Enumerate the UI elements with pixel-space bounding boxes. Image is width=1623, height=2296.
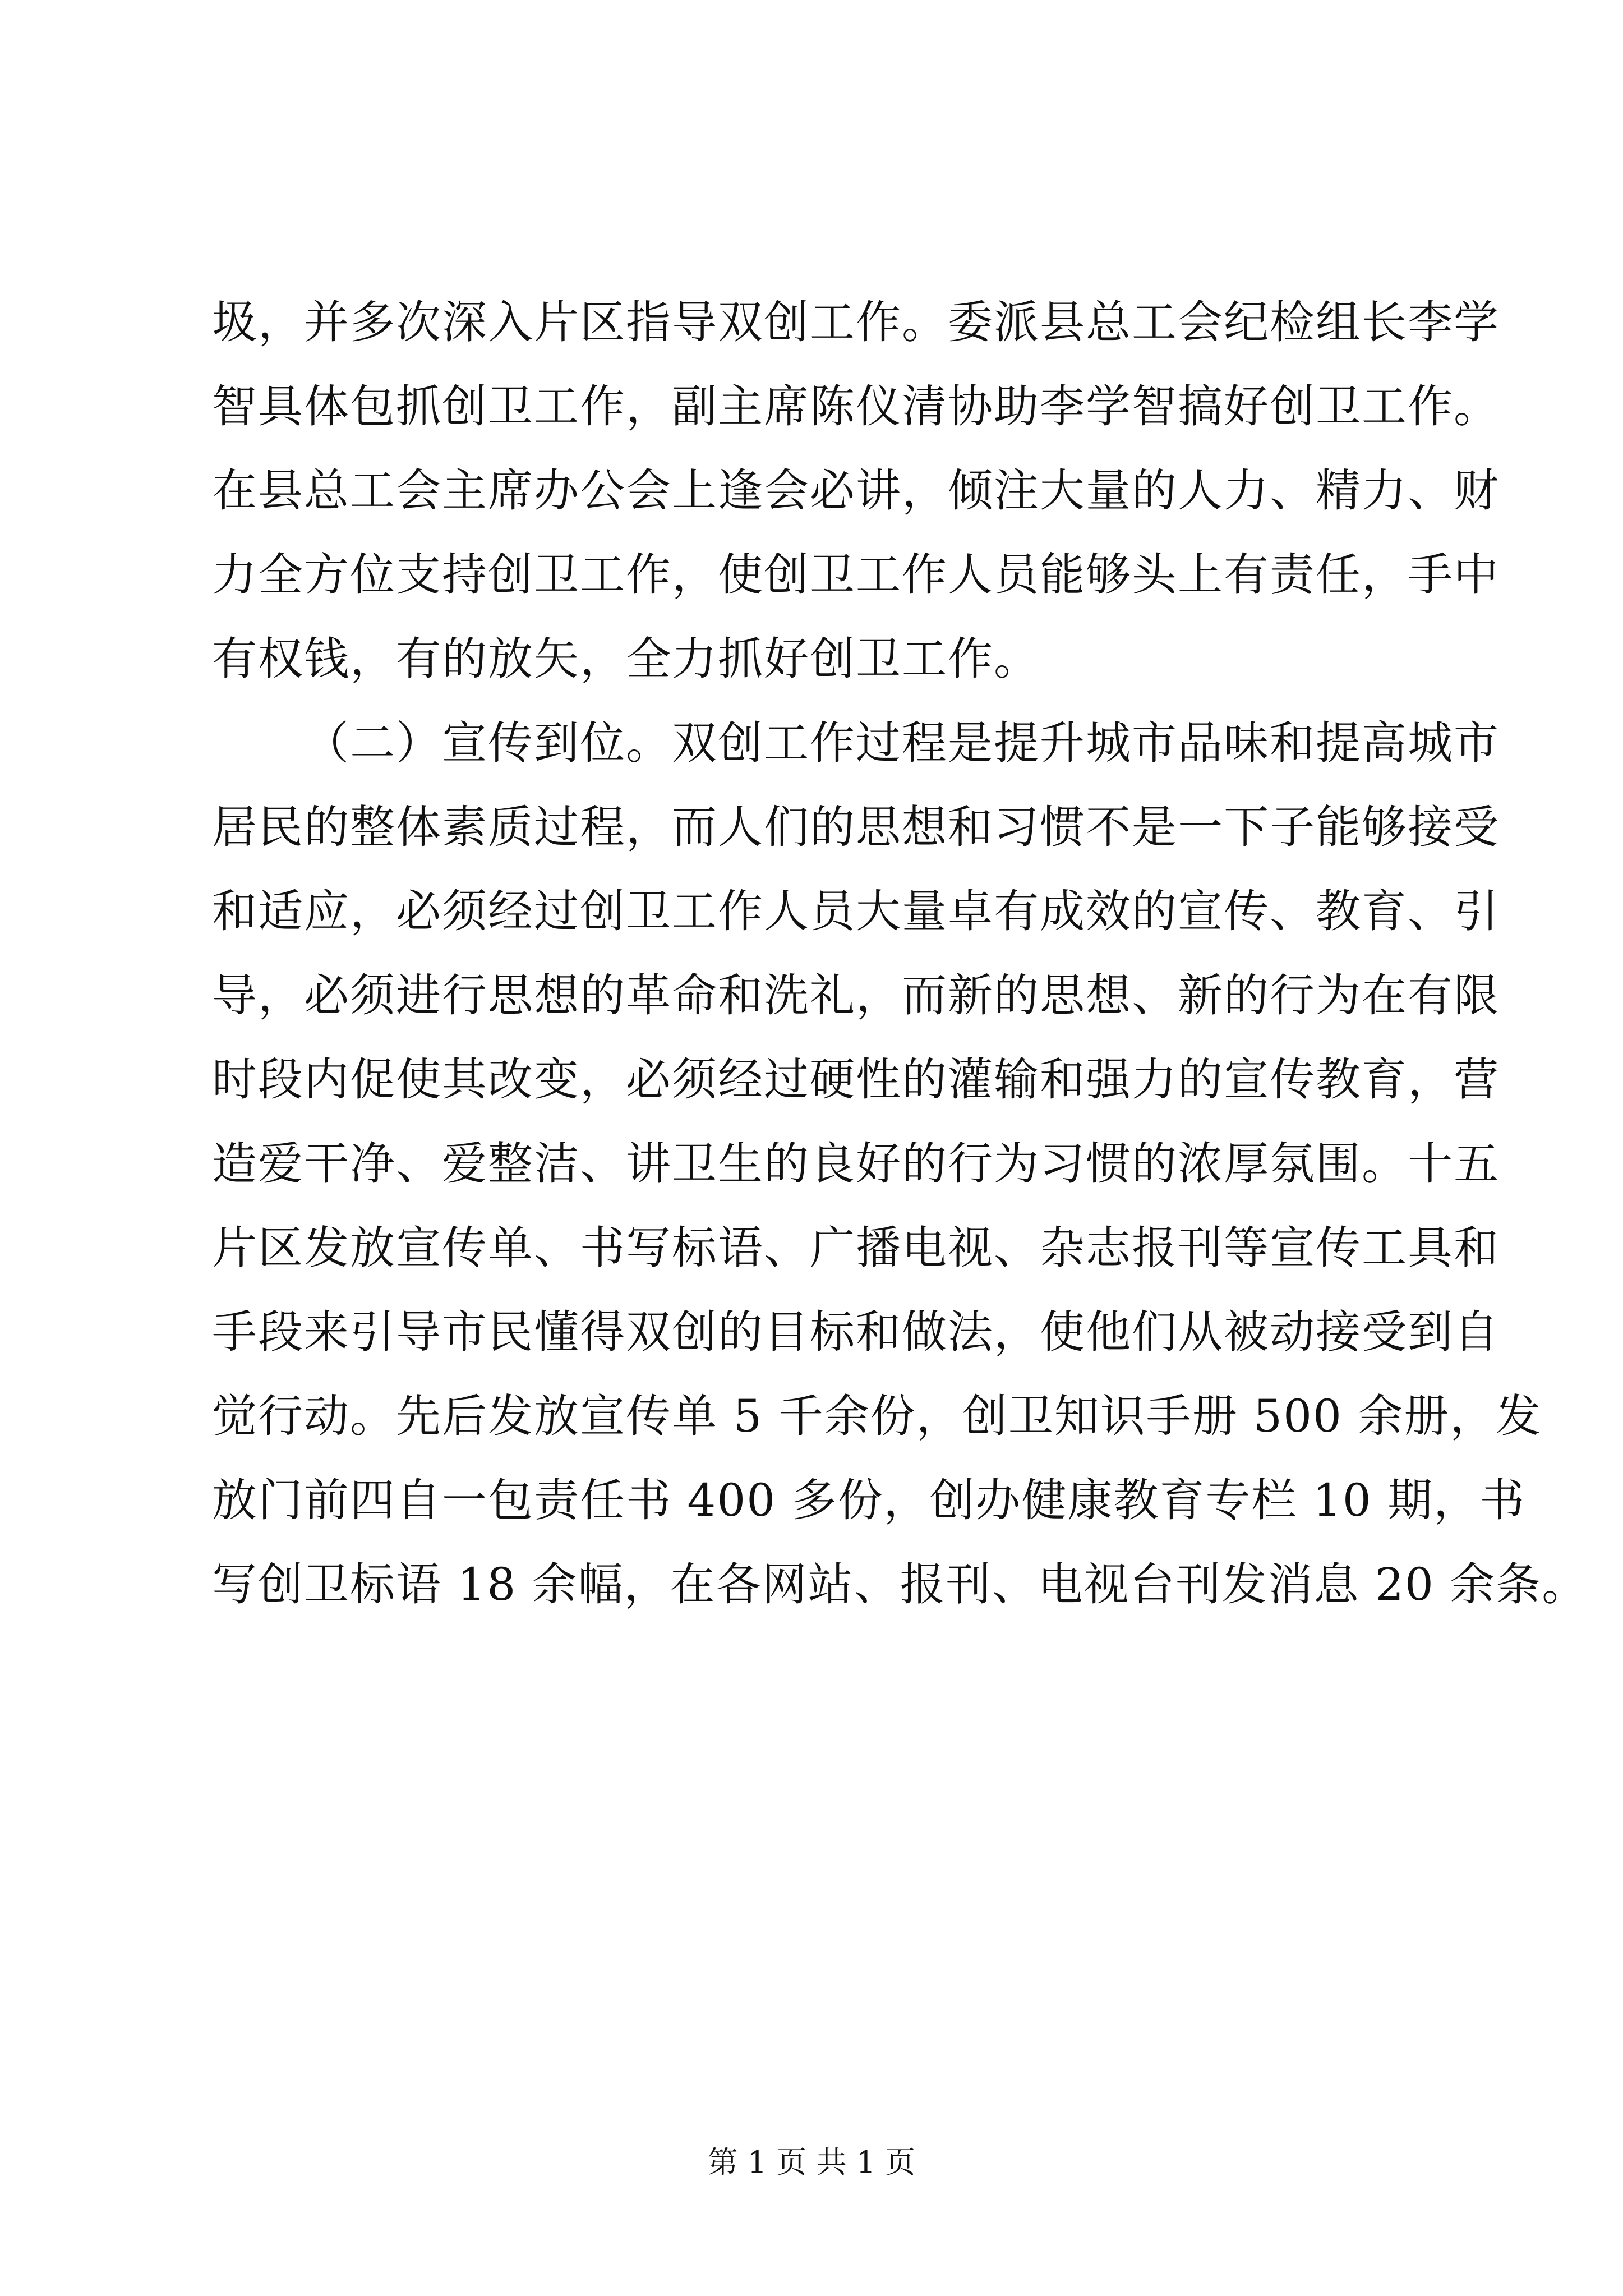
page-footer: 第 1 页 共 1 页	[707, 2145, 916, 2180]
text-line: 力全方位支持创卫工作，使创卫工作人员能够头上有责任，手中	[212, 549, 1500, 601]
text-line: 和适应，必须经过创卫工作人员大量卓有成效的宣传、教育、引	[212, 885, 1500, 937]
text-line: 写创卫标语 18 余幅，在各网站、报刊、电视台刊发消息 20 余条。	[212, 1558, 1588, 1611]
text-line: 造爱干净、爱整洁、讲卫生的良好的行为习惯的浓厚氛围。十五	[212, 1138, 1500, 1190]
text-line: 片区发放宣传单、书写标语、广播电视、杂志报刊等宣传工具和	[212, 1222, 1500, 1274]
text-line: 在县总工会主席办公会上逢会必讲，倾注大量的人力、精力、财	[212, 464, 1500, 517]
text-line: 智具体包抓创卫工作，副主席陈仪清协助李学智搞好创卫工作。	[212, 380, 1500, 432]
text-line: 导，必须进行思想的革命和洗礼，而新的思想、新的行为在有限	[212, 969, 1500, 1022]
text-line: 圾，并多次深入片区指导双创工作。委派县总工会纪检组长李学	[212, 296, 1500, 348]
text-line: 时段内促使其改变，必须经过硬性的灌输和强力的宣传教育，营	[212, 1053, 1500, 1106]
text-line: 居民的整体素质过程，而人们的思想和习惯不是一下子能够接受	[212, 801, 1500, 853]
text-line: 放门前四自一包责任书 400 多份，创办健康教育专栏 10 期，书	[212, 1474, 1526, 1526]
text-line: 觉行动。先后发放宣传单 5 千余份，创卫知识手册 500 余册，发	[212, 1390, 1542, 1442]
text-line: 有权钱，有的放矢，全力抓好创卫工作。	[212, 633, 1040, 685]
paragraph-heading-line: （二）宣传到位。双创工作过程是提升城市品味和提高城市	[304, 717, 1500, 769]
text-line: 手段来引导市民懂得双创的目标和做法，使他们从被动接受到自	[212, 1306, 1500, 1358]
